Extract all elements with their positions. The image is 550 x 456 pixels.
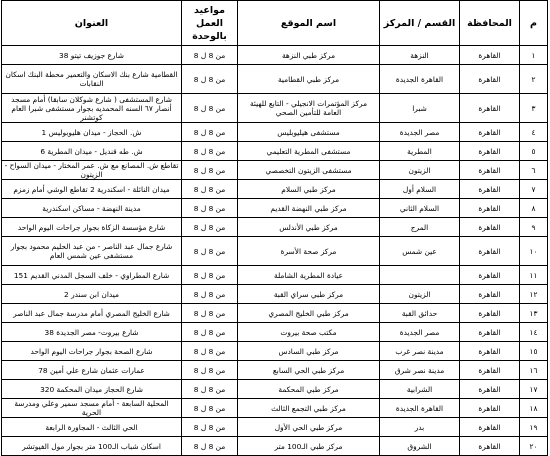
row-district: مدينة نصر غرب	[380, 342, 460, 361]
row-address: القطامية شارع بنك الاسكان والتعمير محطة البنك اسكان النقابات	[2, 65, 182, 94]
header-site-name: اسم الموقع	[238, 1, 380, 46]
table-row	[2, 399, 548, 418]
row-governorate: القاهرة	[460, 361, 520, 380]
row-working-hours: من 8 ل 8	[182, 266, 238, 285]
row-working-hours: من 8 ل 8	[182, 65, 238, 94]
row-address: شارع المطراوي - خلف السجل المدني القديم 151	[2, 266, 182, 285]
row-governorate: القاهرة	[460, 237, 520, 266]
row-number: ١٧	[520, 380, 548, 399]
row-district: الشروق	[380, 437, 460, 456]
row-district: شبرا	[380, 94, 460, 123]
row-governorate: القاهرة	[460, 46, 520, 65]
row-governorate: القاهرة	[460, 380, 520, 399]
table-row	[2, 342, 548, 361]
row-number: ١٠	[520, 237, 548, 266]
row-working-hours: من 8 ل 8	[182, 437, 238, 456]
row-governorate: القاهرة	[460, 123, 520, 142]
row-address: شارع الصحة بجوار جراحات اليوم الواحد	[2, 342, 182, 361]
row-site-name: مركز طبي السلام	[238, 180, 380, 199]
row-site-name: مركز طبي الحي الأول	[238, 418, 380, 437]
header-working-hours: مواعيد العمل بالوحدة	[182, 1, 238, 46]
row-address: شارع مؤسسة الزكاة بجوار جراحات اليوم الواحد	[2, 218, 182, 237]
table-row	[2, 237, 548, 266]
row-address: ش. طه قنديل - ميدان المطرية 6	[2, 142, 182, 161]
row-working-hours: من 8 ل 8	[182, 46, 238, 65]
row-district: الشرابية	[380, 380, 460, 399]
header-district: القسم / المركز	[380, 1, 460, 46]
row-address: المحلية السابعة - أمام مسجد سمير وعلي ومدرسة الحرية	[2, 399, 182, 418]
row-district: المرج	[380, 218, 460, 237]
row-district: عين شمس	[380, 237, 460, 266]
centers-table	[1, 0, 548, 456]
row-working-hours: من 8 ل 8	[182, 180, 238, 199]
row-site-name: مركز طبي القطامية	[238, 65, 380, 94]
row-working-hours: من 8 ل 8	[182, 342, 238, 361]
table-row	[2, 199, 548, 218]
table-row	[2, 266, 548, 285]
table-row	[2, 418, 548, 437]
row-governorate: القاهرة	[460, 323, 520, 342]
row-address: ميدان النائلة - اسكندرية 2 تقاطع الوشي أمام زمزم	[2, 180, 182, 199]
row-number: ٢٠	[520, 437, 548, 456]
row-number: ١٦	[520, 361, 548, 380]
row-site-name: مركز طبي النزهة	[238, 46, 380, 65]
row-number: ٢	[520, 65, 548, 94]
row-governorate: القاهرة	[460, 161, 520, 180]
row-site-name: مستشفى هيليوبليس	[238, 123, 380, 142]
row-working-hours: من 8 ل 8	[182, 304, 238, 323]
table-row	[2, 46, 548, 65]
row-site-name: مركز طبي التجمع الثالث	[238, 399, 380, 418]
row-address: شارع بيروت- مصر الجديدة 38	[2, 323, 182, 342]
row-number: ٣	[520, 94, 548, 123]
row-site-name: مركز طبي الحي السابع	[238, 361, 380, 380]
row-site-name: عيادة المطرية الشاملة	[238, 266, 380, 285]
row-site-name: مركز طبي النهضة القديم	[238, 199, 380, 218]
row-district: الزيتون	[380, 161, 460, 180]
row-number: ٤	[520, 123, 548, 142]
row-site-name: مركز المؤتمرات الانجيلي - التابع للهيئة العامة للتأمين الصحي	[238, 94, 380, 123]
row-working-hours: من 8 ل 8	[182, 380, 238, 399]
row-number: ١٩	[520, 418, 548, 437]
table-body	[2, 46, 548, 456]
row-governorate: القاهرة	[460, 399, 520, 418]
row-address: شارع الحجاز ميدان المحكمة 320	[2, 380, 182, 399]
row-working-hours: من 8 ل 8	[182, 218, 238, 237]
table-row	[2, 323, 548, 342]
row-address: شارع المستشفى ( شارع شوكلان سابقا) أمام مسجد أنصار ٦٧ السنه المحمديه بجوار مستشفى شبرا العام كوتشنر	[2, 94, 182, 123]
row-governorate: القاهرة	[460, 218, 520, 237]
row-governorate: القاهرة	[460, 342, 520, 361]
row-address: شارع جمال عبد الناصر - من عبد الحليم محمود بجوار مستشفى عين شمس العام	[2, 237, 182, 266]
table-row	[2, 218, 548, 237]
table-row	[2, 161, 548, 180]
row-working-hours: من 8 ل 8	[182, 94, 238, 123]
row-district: الزيتون	[380, 285, 460, 304]
row-number: ١٢	[520, 285, 548, 304]
row-number: ١١	[520, 266, 548, 285]
row-number: ١٨	[520, 399, 548, 418]
row-number: ٩	[520, 218, 548, 237]
row-site-name: مركز صحة الأسرة	[238, 237, 380, 266]
row-address: تقاطع ش. المصانع مع ش. عمر المختار - ميدان السواح - الزيتون	[2, 161, 182, 180]
row-governorate: القاهرة	[460, 304, 520, 323]
row-address: ش. الحجاز - ميدان هليوبوليس 1	[2, 123, 182, 142]
row-working-hours: من 8 ل 8	[182, 285, 238, 304]
row-number: ١٤	[520, 323, 548, 342]
row-site-name: مستشفى المطرية التعليمي	[238, 142, 380, 161]
row-site-name: مركز طبي السادس	[238, 342, 380, 361]
row-governorate: القاهرة	[460, 199, 520, 218]
row-address: شارع جوزيف تيتو 38	[2, 46, 182, 65]
row-site-name: مستشفى الزيتون التخصصي	[238, 161, 380, 180]
row-site-name: مركز طبي الأندلس	[238, 218, 380, 237]
table-row	[2, 65, 548, 94]
row-working-hours: من 8 ل 8	[182, 323, 238, 342]
row-number: ١	[520, 46, 548, 65]
row-site-name: مكتب صحة بيروت	[238, 323, 380, 342]
row-governorate: القاهرة	[460, 180, 520, 199]
row-number: ١٣	[520, 304, 548, 323]
row-address: شارع الخليج المصري أمام مدرسة جمال عبد الناصر	[2, 304, 182, 323]
row-governorate: القاهرة	[460, 266, 520, 285]
row-site-name: مركز طبي سراي القبة	[238, 285, 380, 304]
table-row	[2, 123, 548, 142]
header-governorate: المحافظة	[460, 1, 520, 46]
table-row	[2, 380, 548, 399]
row-district: القاهرة الجديدة	[380, 399, 460, 418]
table-row	[2, 285, 548, 304]
row-district: مصر الجديدة	[380, 123, 460, 142]
table-row	[2, 94, 548, 123]
row-working-hours: من 8 ل 8	[182, 123, 238, 142]
row-district: النزهة	[380, 46, 460, 65]
row-working-hours: من 8 ل 8	[182, 199, 238, 218]
row-address: مدينة النهضة - مساكن اسكندرية	[2, 199, 182, 218]
row-district: المطرية	[380, 142, 460, 161]
row-site-name: مركز طبي الخليج المصري	[238, 304, 380, 323]
table-header	[2, 1, 548, 46]
row-district	[380, 266, 460, 285]
row-working-hours: من 8 ل 8	[182, 161, 238, 180]
table-row	[2, 437, 548, 456]
table-row	[2, 180, 548, 199]
row-address: اسكان شباب الـ100 متر بجوار مول الفيوتشر	[2, 437, 182, 456]
row-district: مصر الجديدة	[380, 323, 460, 342]
row-district: بدر	[380, 418, 460, 437]
row-governorate: القاهرة	[460, 94, 520, 123]
row-working-hours: من 8 ل 8	[182, 237, 238, 266]
row-governorate: القاهرة	[460, 437, 520, 456]
row-site-name: مركز طبي الـ100 متر	[238, 437, 380, 456]
row-address: عمارات عثمان شارع علي أمين 78	[2, 361, 182, 380]
table-row	[2, 304, 548, 323]
row-working-hours: من 8 ل 8	[182, 399, 238, 418]
table-row	[2, 142, 548, 161]
table-row	[2, 361, 548, 380]
row-governorate: القاهرة	[460, 142, 520, 161]
header-address: العنوان	[2, 1, 182, 46]
row-district: مدينة نصر شرق	[380, 361, 460, 380]
row-site-name: مركز طبي المحكمة	[238, 380, 380, 399]
row-number: ٨	[520, 199, 548, 218]
row-governorate: القاهرة	[460, 65, 520, 94]
row-number: ٥	[520, 142, 548, 161]
row-number: ٧	[520, 180, 548, 199]
row-working-hours: من 8 ل 8	[182, 361, 238, 380]
row-governorate: القاهرة	[460, 285, 520, 304]
row-working-hours: من 8 ل 8	[182, 418, 238, 437]
row-number: ١٥	[520, 342, 548, 361]
header-num: م	[520, 1, 548, 46]
row-address: الحي الثالث - المجاورة الرابعة	[2, 418, 182, 437]
row-working-hours: من 8 ل 8	[182, 142, 238, 161]
row-governorate: القاهرة	[460, 418, 520, 437]
row-district: حدائق القبة	[380, 304, 460, 323]
row-address: ميدان ابن سندر 2	[2, 285, 182, 304]
row-district: السلام الثاني	[380, 199, 460, 218]
header-row	[2, 1, 548, 46]
row-district: القاهرة الجديدة	[380, 65, 460, 94]
row-district: السلام أول	[380, 180, 460, 199]
row-number: ٦	[520, 161, 548, 180]
